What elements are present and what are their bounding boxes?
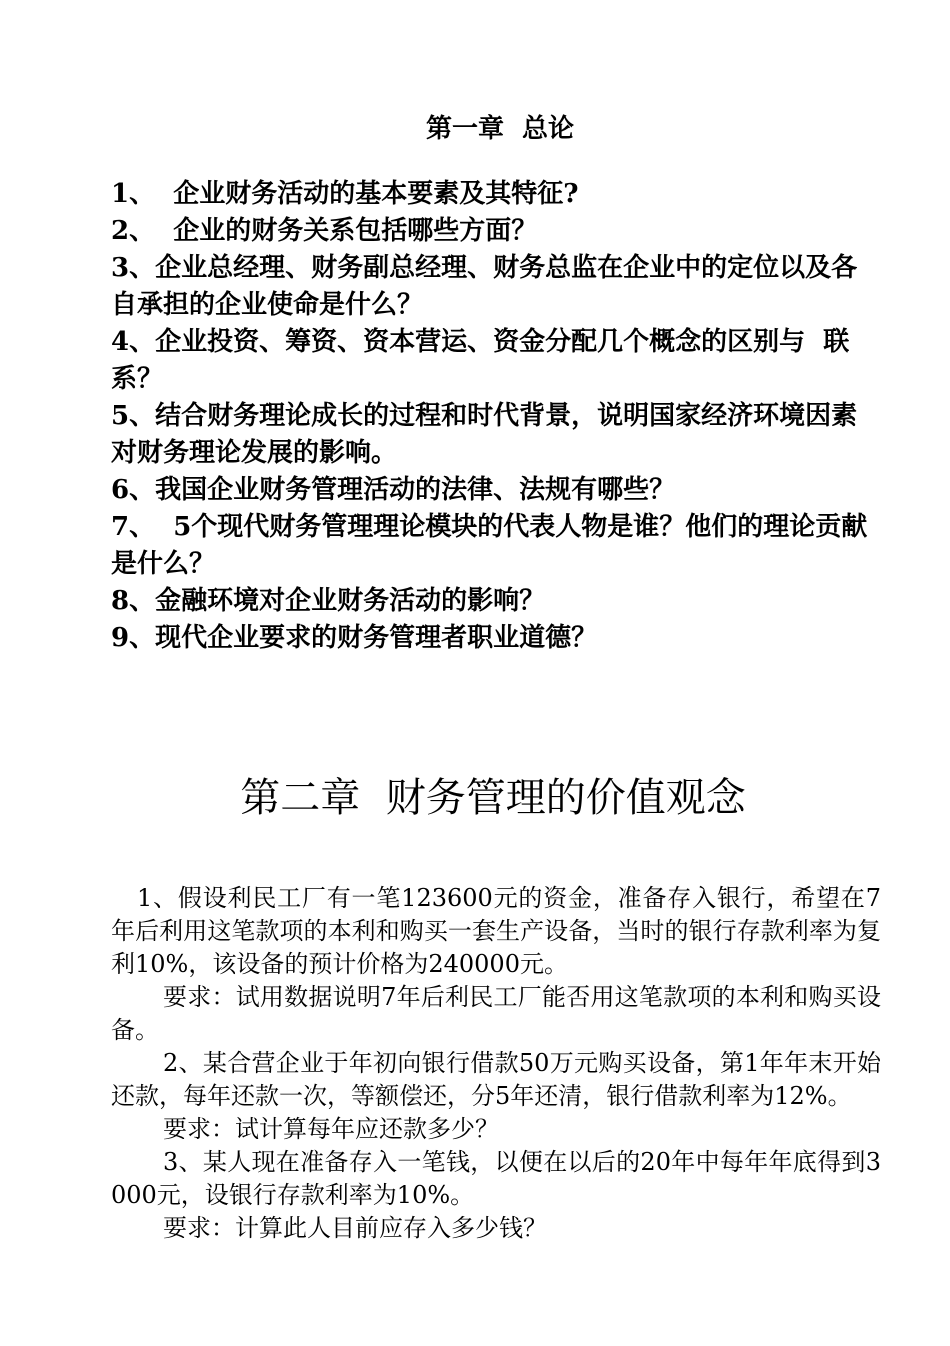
chapter1-question-1: 1、 企业财务活动的基本要素及其特征? [111,179,579,209]
chapter2-title: 第二章 财务管理的价值观念 [240,775,746,821]
exercise-2-requirement: 要求：试计算每年应还款多少？ [163,1115,499,1143]
exercise-3-requirement: 要求：计算此人目前应存入多少钱？ [163,1214,547,1242]
chapter1-title: 第一章 总论 [425,114,575,144]
exercise-2: 2、某合营企业于年初向银行借款50万元购买设备，第1年年末开始还款，每年还款一次，等额偿还，分5年还清，银行借款利率为12%。 [111,1049,881,1110]
chapter1-question-4: 4、企业投资、筹资、资本营运、资金分配几个概念的区别与 联系？ [111,327,850,394]
chapter1-question-5: 5、结合财务理论成长的过程和时代背景，说明国家经济环境因素对财务理论发展的影响。 [111,401,858,468]
exercise-1: 1、假设利民工厂有一笔123600元的资金，准备存入银行，希望在7年后利用这笔款项的本利和购买一套生产设备，当时的银行存款利率为复利10%，该设备的预计价格为240000元。 [111,884,881,978]
chapter2-exercises [111,882,881,1245]
chapter1-question-7: 7、 5个现代财务管理理论模块的代表人物是谁？他们的理论贡献是什么？ [111,512,868,579]
chapter1-question-list [111,176,881,657]
chapter1-question-2: 2、 企业的财务关系包括哪些方面？ [111,216,538,246]
exercise-3: 3、某人现在准备存入一笔钱，以便在以后的20年中每年年底得到3000元，设银行存款利率为10%。 [111,1148,881,1209]
chapter1-question-3: 3、企业总经理、财务副总经理、财务总监在企业中的定位以及各自承担的企业使命是什么？ [111,253,858,320]
chapter1-question-6: 6、我国企业财务管理活动的法律、法规有哪些？ [111,475,676,505]
chapter1-question-8: 8、金融环境对企业财务活动的影响？ [111,586,546,616]
chapter1-question-9: 9、现代企业要求的财务管理者职业道德？ [111,623,598,653]
exercise-1-requirement: 要求：试用数据说明7年后利民工厂能否用这笔款项的本利和购买设备。 [111,983,881,1044]
